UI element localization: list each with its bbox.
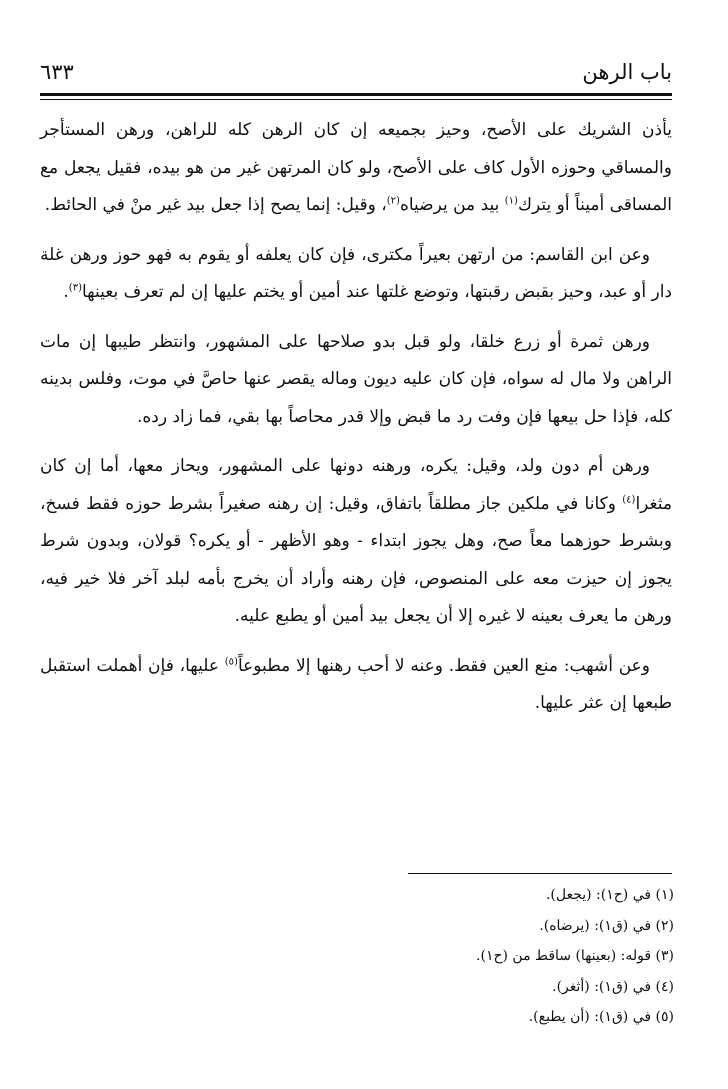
footnote-ref-2[interactable]: (٢) [386, 195, 400, 207]
footnote-ref-1[interactable]: (١) [504, 195, 518, 207]
footnote-5: (٥) في (ق١): (أن يطبع). [528, 1009, 674, 1025]
footnote-4: (٤) في (ق١): (أثغر). [552, 978, 674, 995]
paragraph-2: وعن ابن القاسم: من ارتهن بعيراً مكترى، فإن كان يعلفه أو يقوم به فهو حوز ورهن غلة دار أو عبد، وحيز بقبض رقبتها، وتوضع غلتها عند أمين أو يختم عليها إن لم تعرف بعينها$^{(٣)}$. [40, 244, 672, 302]
footnote-separator [408, 873, 672, 874]
footnote-ref-3[interactable]: (٣) [68, 282, 82, 294]
footnote-1: (١) في (ح١): (يجعل). [545, 887, 674, 903]
footnotes [40, 880, 674, 1033]
paragraph-5: وعن أشهب: منع العين فقط. وعنه لا أحب رهنها إلا مطبوعاً$^{(٥)}$ عليها، فإن أهملت استقبل طبعها إن عثر عليها. [40, 655, 672, 713]
footnote-2: (٢) في (ق١): (يرضاه). [539, 917, 674, 934]
footnote-3: (٣) قوله: (بعينها) ساقط من (ح١). [476, 948, 674, 964]
paragraph-1: يأذن الشريك على الأصح، وحيز بجميعه إن كان الرهن كله للراهن، ورهن المستأجر والمساقي وحوزه الأول كاف على الأصح، ولو كان المرتهن غير من هو بيده، فقيل يجعل مع المساقى أميناً أو يترك$^{(١)}$ بيد من يرضياه$^{(٢)}$، وقيل: إنما يصح إذا جعل بيد غير منْ في الحائط. [40, 120, 672, 215]
footnote-ref-5[interactable]: (٥) [224, 655, 238, 667]
main-text [40, 112, 672, 735]
chapter-title: باب الرهن [582, 60, 672, 84]
footnote-ref-4[interactable]: (٤) [622, 493, 636, 505]
running-header [40, 56, 672, 94]
paragraph-4: ورهن أم دون ولد، وقيل: يكره، ورهنه دونها على المشهور، ويحاز معها، أما إن كان مثغرا$^{(٤)}$ وكانا في ملكين جاز مطلقاً باتفاق، وقيل: إن رهنه صغيراً بشرط حوزه فقط فسخ، وبشرط حوزهما معاً صح، وهل يجوز ابتداء - وهو الأظهر - أو يكره؟ قولان، وبدون شرط يجوز إن حيزت معه على المنصوص، فإن رهنه وأراد أن يخرج بأمه لبلد آخر فلا خير فيه، ورهن ما يعرف بعينه لا غيره إلا أن يجعل بيد أمين أو يطبع عليه. [40, 456, 672, 626]
header-rule-thin [40, 99, 672, 100]
paragraph-3: ورهن ثمرة أو زرع خلقا، ولو قبل بدو صلاحها على المشهور، وانتظر طيبها إن مات الراهن ولا مال له سواه، فإن كان عليه ديون وماله يقصر عنها حاصَّ في موت، وفلس بدينه كله، فإذا حل بيعها فإن وفت رد ما قبض وإلا قدر محاصاً بها بقي، فما زاد رده. [40, 331, 672, 427]
page-number: ٦٣٣ [40, 60, 74, 84]
header-rule-thick [40, 93, 672, 96]
